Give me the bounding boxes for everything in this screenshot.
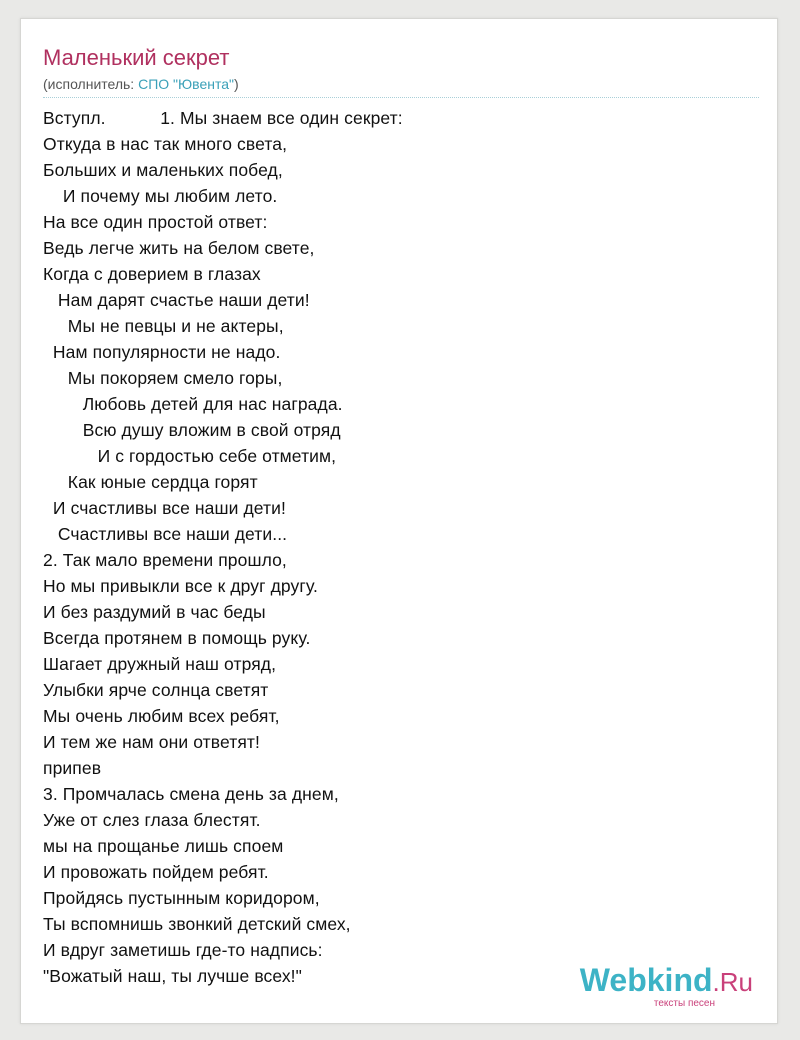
webkind-logo <box>580 963 753 1009</box>
artist-prefix: (исполнитель: <box>43 76 139 92</box>
lyrics-card <box>20 18 778 1024</box>
lyric-line: Пройдясь пустынным коридором, <box>43 888 320 908</box>
song-artist-line <box>43 76 239 92</box>
lyrics-body <box>43 105 643 989</box>
lyric-line: Вступл. 1. Мы знаем все один секрет: <box>43 108 403 128</box>
lyric-line: Ведь легче жить на белом свете, <box>43 238 315 258</box>
lyric-line: И без раздумий в час беды <box>43 602 266 622</box>
lyric-line: Когда с доверием в глазах <box>43 264 261 284</box>
lyric-line: И с гордостью себе отметим, <box>43 446 337 466</box>
lyric-line: 2. Так мало времени прошло, <box>43 550 287 570</box>
logo-tagline: тексты песен <box>653 998 715 1009</box>
lyric-line: Любовь детей для нас награда. <box>43 394 343 414</box>
lyric-line: припев <box>43 758 102 778</box>
lyric-line: Мы очень любим всех ребят, <box>43 706 280 726</box>
lyric-line: Шагает дружный наш отряд, <box>43 654 277 674</box>
lyric-line: мы на прощанье лишь споем <box>43 836 284 856</box>
artist-suffix: ) <box>233 76 239 92</box>
lyric-line: "Вожатый наш, ты лучше всех!" <box>43 966 302 986</box>
lyric-line: И счастливы все наши дети! <box>43 498 287 518</box>
lyric-line: Как юные сердца горят <box>43 472 258 492</box>
lyric-line: Нам дарят счастье наши дети! <box>43 290 310 310</box>
lyric-line: Всю душу вложим в свой отряд <box>43 420 341 440</box>
lyric-line: Нам популярности не надо. <box>43 342 281 362</box>
lyric-line: И вдруг заметишь где-то надпись: <box>43 940 323 960</box>
logo-wordmark: Webkind <box>579 962 713 998</box>
lyric-line: Улыбки ярче солнца светят <box>43 680 269 700</box>
lyric-line: Всегда протянем в помощь руку. <box>43 628 311 648</box>
lyric-line: Но мы привыкли все к друг другу. <box>43 576 318 596</box>
artist-link[interactable]: СПО "Ювента" <box>138 76 234 92</box>
lyric-line: 3. Промчалась смена день за днем, <box>43 784 339 804</box>
lyric-line: Мы покоряем смело горы, <box>43 368 283 388</box>
title-divider <box>43 97 759 98</box>
lyric-line: На все один простой ответ: <box>43 212 268 232</box>
lyric-line: Счастливы все наши дети... <box>43 524 288 544</box>
lyric-line: Откуда в нас так много света, <box>43 134 288 154</box>
logo-tld: .Ru <box>712 967 753 997</box>
lyric-line: И почему мы любим лето. <box>43 186 278 206</box>
lyric-line: Уже от слез глаза блестят. <box>43 810 261 830</box>
lyric-line: И тем же нам они ответят! <box>43 732 260 752</box>
lyric-line: Больших и маленьких побед, <box>43 160 283 180</box>
lyric-line: И провожать пойдем ребят. <box>43 862 269 882</box>
song-title: Маленький секрет <box>43 45 230 70</box>
lyric-line: Мы не певцы и не актеры, <box>43 316 284 336</box>
lyric-line: Ты вспомнишь звонкий детский смех, <box>43 914 351 934</box>
